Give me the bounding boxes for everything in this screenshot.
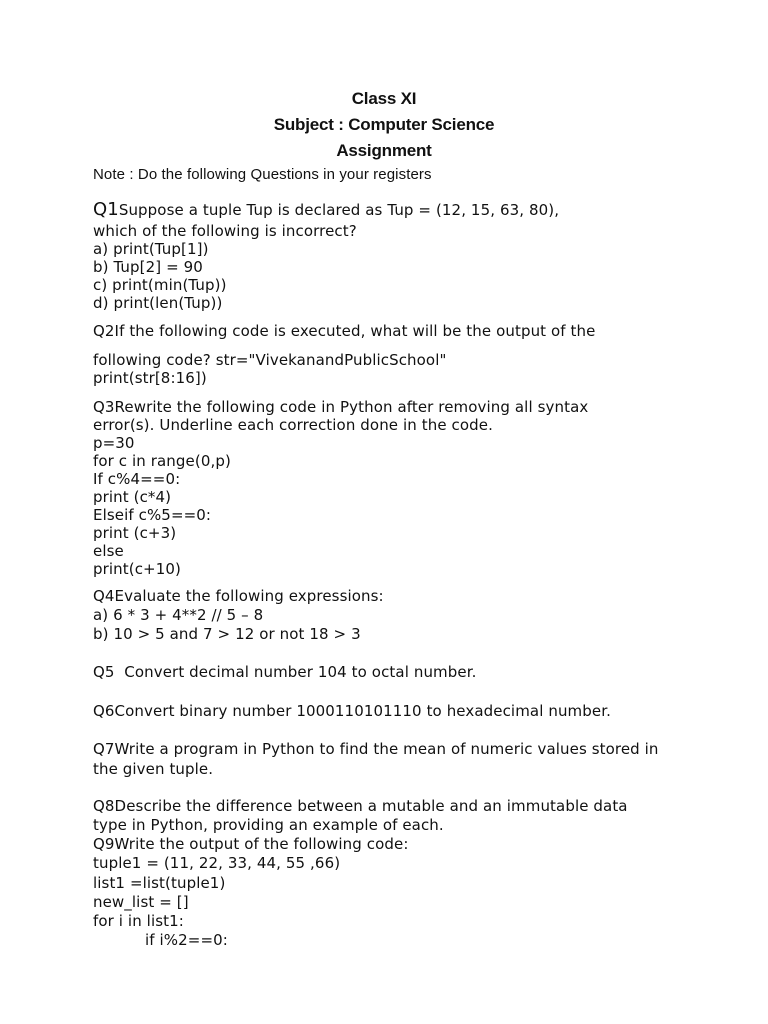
question-4-line-3: b) 10 > 5 and 7 > 12 or not 18 > 3 — [93, 625, 361, 643]
question-3-code-line: Elseif c%5==0: — [93, 506, 212, 524]
question-1-line-2: which of the following is incorrect? — [93, 222, 357, 240]
question-9-code-line: for i in list1: — [93, 912, 184, 930]
question-7-line-1: Q7Write a program in Python to find the mean of numeric values stored in — [93, 740, 659, 758]
question-9-code-line: list1 =list(tuple1) — [93, 874, 226, 892]
question-9-line-1: Q9Write the output of the following code: — [93, 835, 409, 853]
question-1-option-b: b) Tup[2] = 90 — [93, 258, 203, 276]
class-heading: Class XI — [351, 89, 417, 108]
question-1-text: Suppose a tuple Tup is declared as Tup = (12, 15, 63, 80), — [118, 201, 560, 219]
question-4-line-2: a) 6 * 3 + 4**2 // 5 – 8 — [93, 606, 264, 624]
question-2-line-2: following code? str="VivekanandPublicSchool" — [93, 351, 447, 369]
assignment-heading: Assignment — [336, 141, 432, 160]
question-1-option-a: a) print(Tup[1]) — [93, 240, 209, 258]
question-3-code-line: else — [93, 542, 124, 560]
question-2-line-3: print(str[8:16]) — [93, 369, 207, 387]
question-3-code-line: for c in range(0,p) — [93, 452, 231, 470]
question-3-code-line: print (c*4) — [93, 488, 172, 506]
question-1-option-d: d) print(len(Tup)) — [93, 294, 223, 312]
question-3-code-line: print (c+3) — [93, 524, 177, 542]
question-1-number: Q1 — [93, 199, 119, 220]
question-2-line-1: Q2If the following code is executed, what will be the output of the — [93, 322, 596, 340]
question-7-line-2: the given tuple. — [93, 760, 214, 778]
question-3-code-line: print(c+10) — [93, 560, 181, 578]
question-3-code-line: p=30 — [93, 434, 135, 452]
question-8-line-1: Q8Describe the difference between a mutable and an immutable data — [93, 797, 628, 815]
question-3-line-1: Q3Rewrite the following code in Python after removing all syntax — [93, 398, 589, 416]
question-5-line: Q5 Convert decimal number 104 to octal number. — [93, 663, 477, 681]
question-3-code-line: If c%4==0: — [93, 470, 181, 488]
question-8-line-2: type in Python, providing an example of each. — [93, 816, 444, 834]
question-1-line-1 — [93, 201, 559, 219]
question-9-code-line: tuple1 = (11, 22, 33, 44, 55 ,66) — [93, 854, 341, 872]
question-9-code-line: new_list = [] — [93, 893, 189, 911]
subject-heading: Subject : Computer Science — [273, 115, 495, 134]
question-4-line-1: Q4Evaluate the following expressions: — [93, 587, 384, 605]
question-6-line: Q6Convert binary number 1000110101110 to hexadecimal number. — [93, 702, 611, 720]
question-1-option-c: c) print(min(Tup)) — [93, 276, 227, 294]
question-9-indented-code-line: if i%2==0: — [145, 931, 228, 949]
note-line: Note : Do the following Questions in your registers — [93, 166, 432, 183]
question-3-line-2: error(s). Underline each correction done in the code. — [93, 416, 493, 434]
